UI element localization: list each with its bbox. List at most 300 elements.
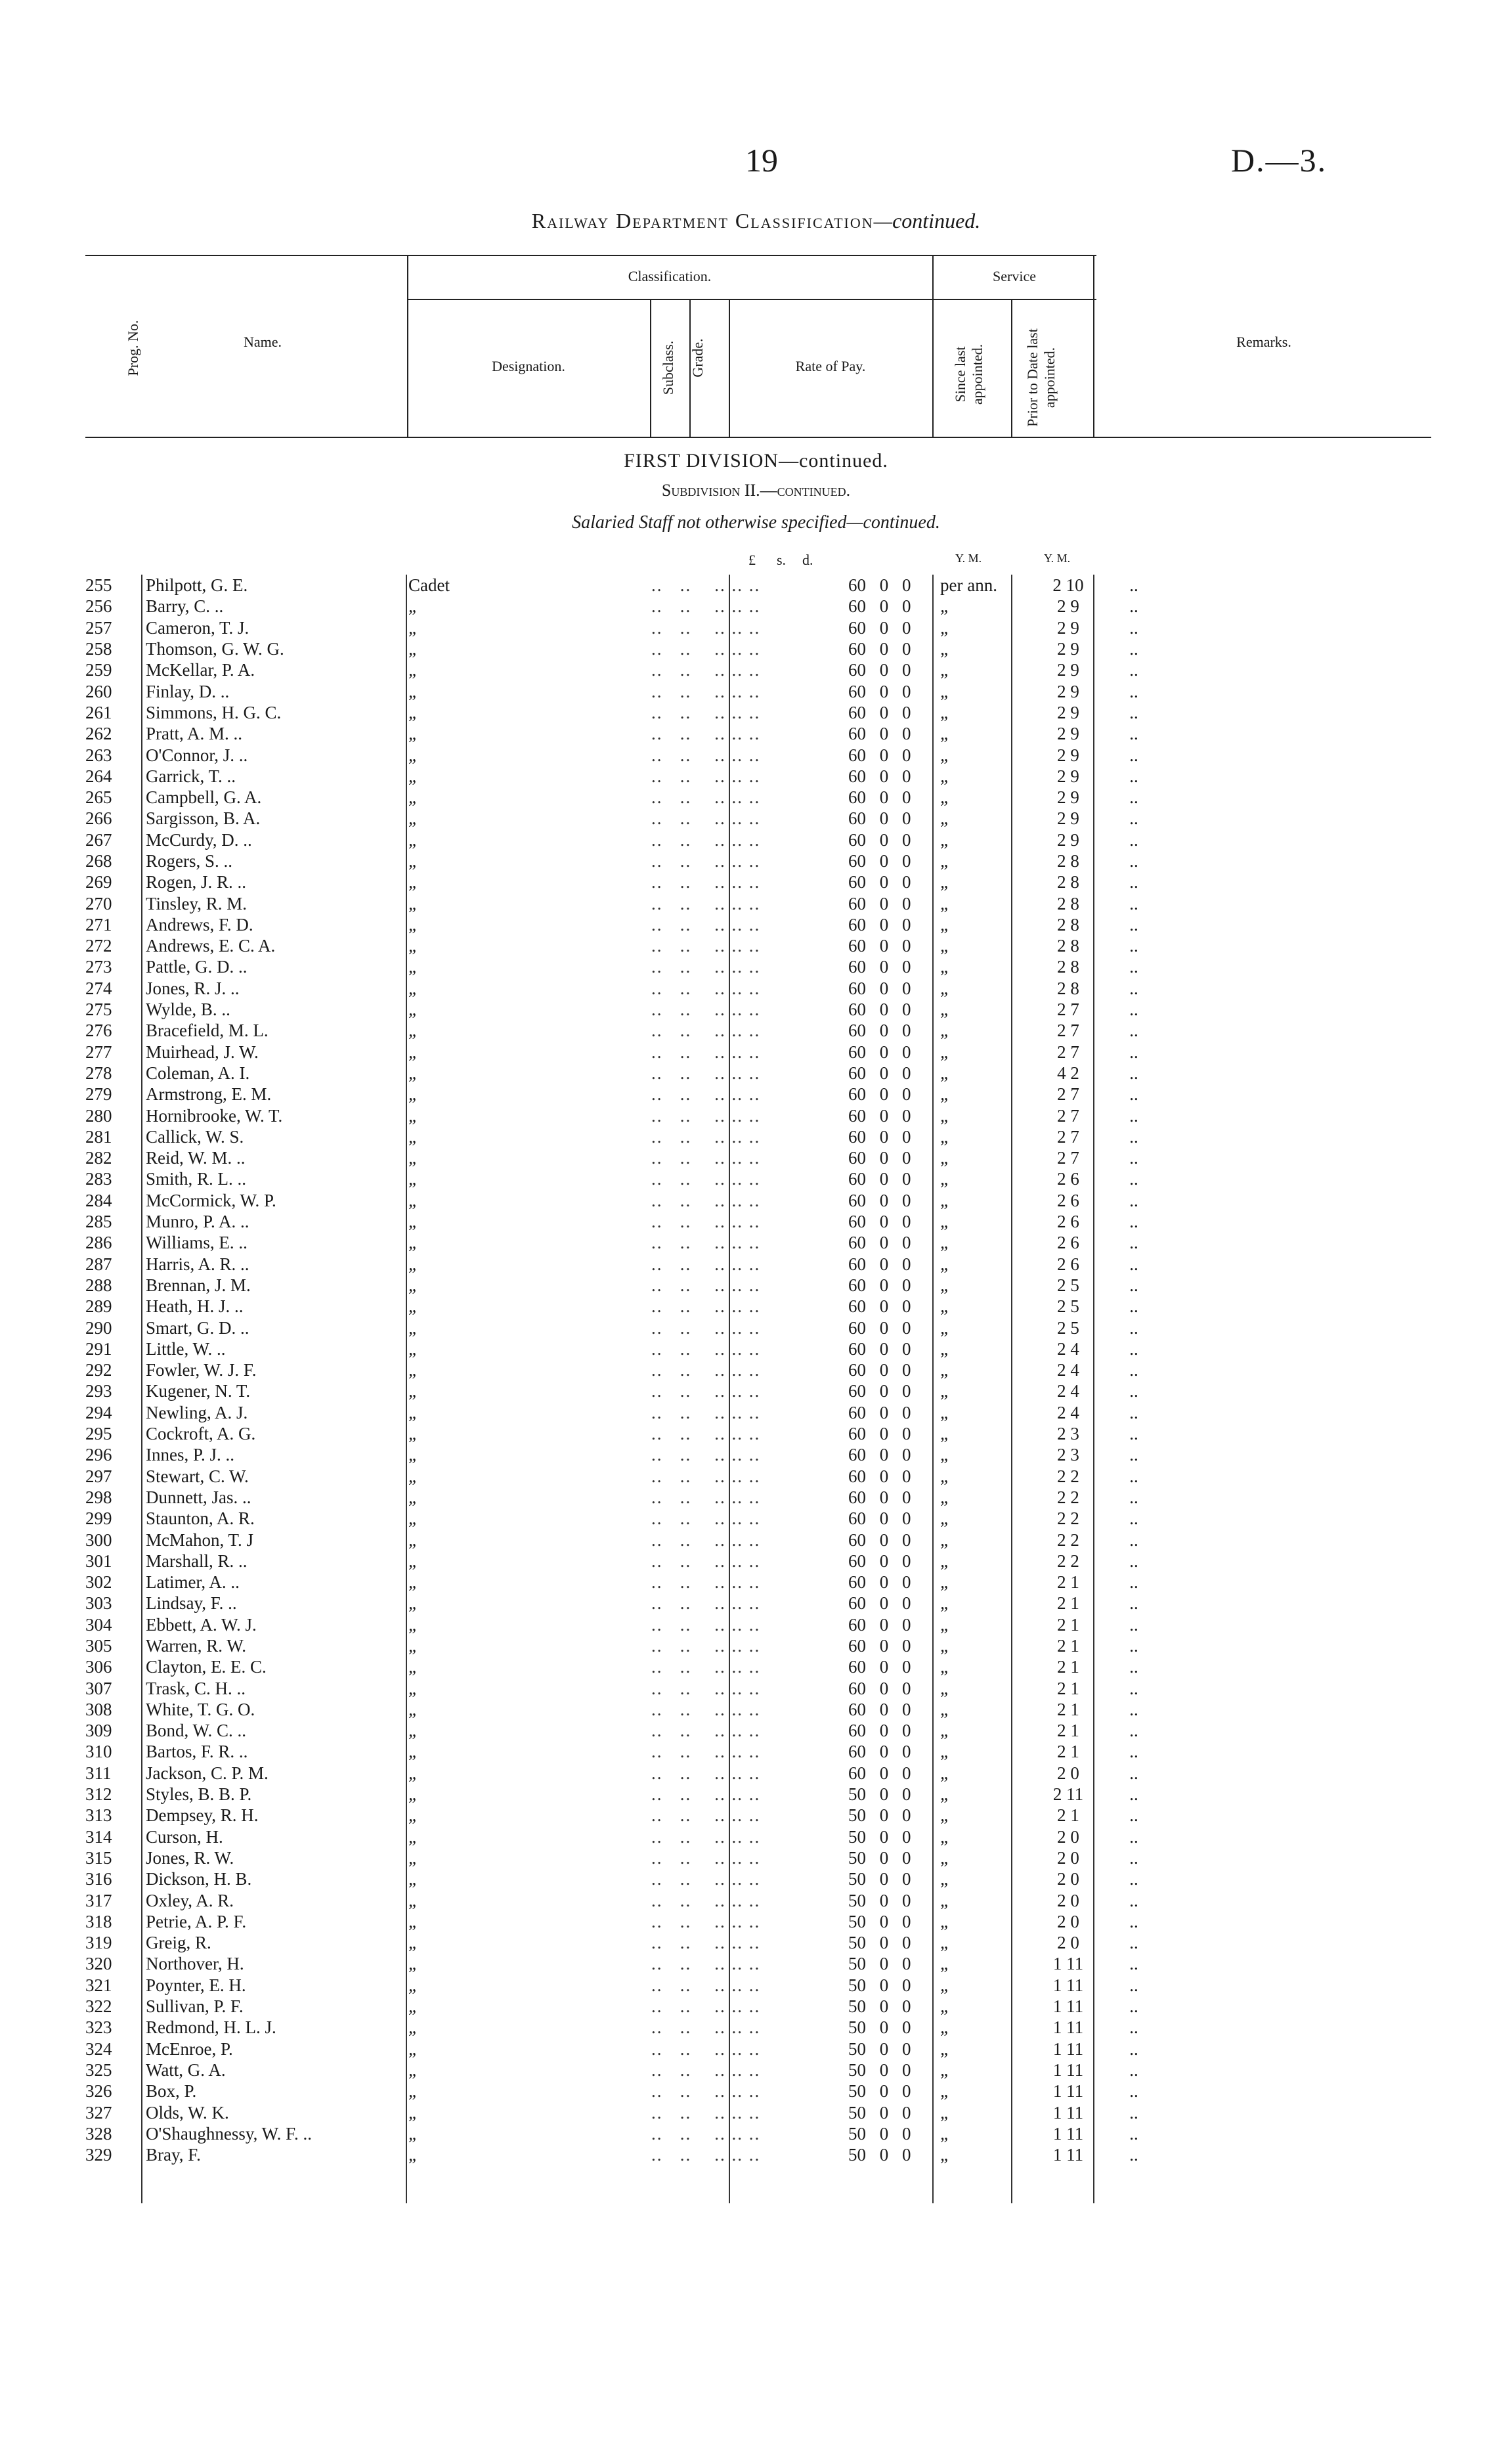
table-row — [85, 1889, 1160, 1910]
pay-amount: 60 0 0 — [848, 978, 911, 998]
pay-amount: 60 0 0 — [848, 1233, 911, 1253]
staff-name: Clayton, E. E. C. — [146, 1657, 267, 1677]
designation: „ — [408, 1317, 419, 1338]
rate-of-pay — [848, 702, 1029, 723]
prog-number: 266 — [85, 808, 112, 829]
staff-name: Campbell, G. A. — [146, 787, 262, 808]
staff-name: Bartos, F. R. .. — [146, 1742, 248, 1762]
prior-to-date: .. — [1129, 1742, 1138, 1762]
prior-to-date: .. — [1129, 872, 1138, 892]
since-last-appointed: 2 1 — [1057, 1805, 1079, 1826]
rate-of-pay — [848, 1720, 1029, 1741]
pay-amount: 60 0 0 — [848, 1190, 911, 1210]
page-number: 19 — [745, 142, 778, 179]
table-row — [85, 2102, 1160, 2123]
prog-number: 305 — [85, 1635, 112, 1656]
since-last-appointed: 2 2 — [1057, 1530, 1079, 1550]
prog-number: 288 — [85, 1275, 112, 1295]
prior-to-date: .. — [1129, 1338, 1138, 1359]
prior-to-date: .. — [1129, 1317, 1138, 1338]
prior-to-date: .. — [1129, 1805, 1138, 1826]
table-row — [85, 1084, 1160, 1105]
prog-number: 283 — [85, 1169, 112, 1189]
prior-to-date: .. — [1129, 1657, 1138, 1677]
col-prior-to-date: Prior to Date last appointed. — [1024, 328, 1058, 427]
prior-to-date: .. — [1129, 1360, 1138, 1380]
rate-of-pay — [848, 1423, 1029, 1444]
prog-number: 326 — [85, 2081, 112, 2102]
pay-dots: .. .. .. .. .. — [651, 872, 761, 892]
pay-dots: .. .. .. .. .. — [651, 1530, 761, 1550]
rate-of-pay — [848, 2017, 1029, 2038]
prior-to-date: .. — [1129, 1911, 1138, 1931]
prior-to-date: .. — [1129, 1572, 1138, 1593]
prog-number: 275 — [85, 1000, 112, 1020]
since-last-appointed: 2 9 — [1057, 808, 1079, 829]
unit-years-months-prior: Y. M. — [1044, 552, 1071, 565]
pay-amount: 50 0 0 — [848, 1954, 911, 1974]
table-row — [85, 1593, 1160, 1614]
pay-amount: 60 0 0 — [848, 1530, 911, 1550]
table-row — [85, 1190, 1160, 1211]
pay-amount: 60 0 0 — [848, 936, 911, 956]
prior-to-date: .. — [1129, 1933, 1138, 1953]
pay-dots: .. .. .. .. .. — [651, 829, 761, 850]
pay-dots: .. .. .. .. .. — [651, 808, 761, 829]
staff-name: Petrie, A. P. F. — [146, 1911, 247, 1931]
pay-amount: 60 0 0 — [848, 1487, 911, 1507]
pay-dots: .. .. .. .. .. — [651, 1508, 761, 1529]
table-row — [85, 1911, 1160, 1932]
pay-amount: 60 0 0 — [848, 1614, 911, 1635]
pay-unit: „ — [940, 1212, 951, 1232]
pay-amount: 60 0 0 — [848, 596, 911, 617]
col-subclass: Subclass. — [660, 340, 676, 395]
prog-number: 265 — [85, 787, 112, 808]
staff-table-body — [85, 575, 1160, 2165]
staff-name: Marshall, R. .. — [146, 1551, 248, 1571]
pay-dots: .. .. .. .. .. — [651, 1572, 761, 1593]
prog-number: 320 — [85, 1954, 112, 1974]
designation: „ — [408, 1551, 419, 1571]
rate-of-pay — [848, 1656, 1029, 1677]
pay-amount: 50 0 0 — [848, 2145, 911, 2165]
prior-to-date: .. — [1129, 1869, 1138, 1889]
staff-name: Styles, B. B. P. — [146, 1784, 252, 1805]
table-row — [85, 1847, 1160, 1868]
since-last-appointed: 2 2 — [1057, 1466, 1079, 1486]
rate-of-pay — [848, 850, 1029, 871]
pay-dots: .. .. .. .. .. — [651, 1551, 761, 1571]
pay-dots: .. .. .. .. .. — [651, 2123, 761, 2144]
pay-dots: .. .. .. .. .. — [651, 978, 761, 998]
since-last-appointed: 4 2 — [1057, 1063, 1079, 1083]
pay-amount: 60 0 0 — [848, 1721, 911, 1741]
prog-number: 261 — [85, 702, 112, 722]
table-row — [85, 1444, 1160, 1465]
since-last-appointed: 2 9 — [1057, 724, 1079, 744]
staff-name: Trask, C. H. .. — [146, 1678, 246, 1698]
pay-unit: „ — [940, 724, 951, 744]
since-last-appointed: 1 11 — [1052, 1975, 1084, 1995]
rate-of-pay — [848, 1084, 1029, 1105]
prog-number: 309 — [85, 1721, 112, 1741]
pay-amount: 50 0 0 — [848, 1805, 911, 1826]
rate-of-pay — [848, 575, 1029, 596]
pay-unit: „ — [940, 893, 951, 913]
pay-dots: .. .. .. .. .. — [651, 2145, 761, 2165]
staff-name: Muirhead, J. W. — [146, 1042, 259, 1062]
table-row — [85, 1232, 1160, 1253]
pay-amount: 50 0 0 — [848, 2059, 911, 2080]
pay-dots: .. .. .. .. .. — [651, 914, 761, 935]
pay-unit: „ — [940, 957, 951, 977]
designation: „ — [408, 639, 419, 659]
prior-to-date: .. — [1129, 1105, 1138, 1126]
since-last-appointed: 2 6 — [1057, 1254, 1079, 1274]
pay-amount: 60 0 0 — [848, 1105, 911, 1126]
pay-unit: „ — [940, 1847, 951, 1868]
rate-of-pay — [848, 617, 1029, 638]
since-last-appointed: 2 3 — [1057, 1445, 1079, 1465]
unit-pounds: £ — [748, 552, 756, 568]
pay-dots: .. .. .. .. .. — [651, 1105, 761, 1126]
table-row — [85, 2080, 1160, 2102]
pay-dots: .. .. .. .. .. — [651, 660, 761, 680]
rate-of-pay — [848, 1296, 1029, 1317]
pay-unit: „ — [940, 1424, 951, 1444]
rate-of-pay — [848, 1487, 1029, 1508]
pay-unit: „ — [940, 1190, 951, 1210]
pay-unit: „ — [940, 1148, 951, 1168]
prior-to-date: .. — [1129, 1784, 1138, 1805]
since-last-appointed: 1 11 — [1052, 2017, 1084, 2038]
rate-of-pay — [848, 1551, 1029, 1572]
table-row — [85, 766, 1160, 787]
rate-of-pay — [848, 744, 1029, 765]
pay-unit: „ — [940, 914, 951, 935]
staff-name: O'Shaughnessy, W. F. .. — [146, 2123, 312, 2144]
rate-of-pay — [848, 1147, 1029, 1168]
since-last-appointed: 2 11 — [1052, 1784, 1084, 1805]
since-last-appointed: 1 11 — [1052, 2123, 1084, 2144]
since-last-appointed: 2 0 — [1057, 1933, 1079, 1953]
rate-of-pay — [848, 1889, 1029, 1910]
pay-unit: per ann. — [940, 575, 997, 596]
table-row — [85, 1168, 1160, 1189]
table-row — [85, 575, 1160, 596]
staff-name: Kugener, N. T. — [146, 1381, 251, 1401]
pay-unit: „ — [940, 2038, 951, 2059]
rate-of-pay — [848, 596, 1029, 617]
pay-dots: .. .. .. .. .. — [651, 1063, 761, 1083]
table-row — [85, 1741, 1160, 1762]
table-row — [85, 1699, 1160, 1720]
pay-unit: „ — [940, 1445, 951, 1465]
designation: „ — [408, 936, 419, 956]
staff-name: Box, P. — [146, 2081, 197, 2102]
staff-name: Brennan, J. M. — [146, 1275, 251, 1295]
table-row — [85, 1975, 1160, 1996]
pay-unit: „ — [940, 1530, 951, 1550]
rate-of-pay — [848, 1168, 1029, 1189]
prog-number: 287 — [85, 1254, 112, 1274]
designation: „ — [408, 957, 419, 977]
rate-of-pay — [848, 1105, 1029, 1126]
pay-dots: .. .. .. .. .. — [651, 1890, 761, 1910]
prog-number: 314 — [85, 1826, 112, 1847]
since-last-appointed: 2 1 — [1057, 1614, 1079, 1635]
staff-name: Reid, W. M. .. — [146, 1148, 246, 1168]
pay-dots: .. .. .. .. .. — [651, 1317, 761, 1338]
pay-amount: 60 0 0 — [848, 1021, 911, 1041]
staff-name: Greig, R. — [146, 1933, 211, 1953]
col-since-last: Since last appointed. — [952, 343, 985, 405]
pay-amount: 60 0 0 — [848, 829, 911, 850]
prior-to-date: .. — [1129, 1614, 1138, 1635]
designation: „ — [408, 1233, 419, 1253]
pay-dots: .. .. .. .. .. — [651, 2038, 761, 2059]
designation: „ — [408, 1445, 419, 1465]
staff-name: Simmons, H. G. C. — [146, 702, 282, 722]
prog-number: 307 — [85, 1678, 112, 1698]
prior-to-date: .. — [1129, 1551, 1138, 1571]
staff-name: McCormick, W. P. — [146, 1190, 276, 1210]
pay-unit: „ — [940, 1911, 951, 1931]
designation: „ — [408, 2059, 419, 2080]
pay-amount: 60 0 0 — [848, 1635, 911, 1656]
pay-dots: .. .. .. .. .. — [651, 1381, 761, 1401]
prior-to-date: .. — [1129, 2017, 1138, 2038]
pay-dots: .. .. .. .. .. — [651, 1402, 761, 1422]
rate-of-pay — [848, 1190, 1029, 1211]
rate-of-pay — [848, 1572, 1029, 1593]
since-last-appointed: 1 11 — [1052, 2145, 1084, 2165]
designation: „ — [408, 1021, 419, 1041]
since-last-appointed: 2 8 — [1057, 978, 1079, 998]
pay-amount: 60 0 0 — [848, 660, 911, 680]
prog-number: 312 — [85, 1784, 112, 1805]
prior-to-date: .. — [1129, 978, 1138, 998]
rate-of-pay — [848, 978, 1029, 999]
pay-dots: .. .. .. .. .. — [651, 1742, 761, 1762]
prior-to-date: .. — [1129, 1699, 1138, 1719]
since-last-appointed: 2 6 — [1057, 1233, 1079, 1253]
designation: „ — [408, 872, 419, 892]
since-last-appointed: 2 4 — [1057, 1360, 1079, 1380]
staff-name: Little, W. .. — [146, 1338, 226, 1359]
prior-to-date: .. — [1129, 1593, 1138, 1614]
table-row — [85, 871, 1160, 892]
prog-number: 304 — [85, 1614, 112, 1635]
prior-to-date: .. — [1129, 1466, 1138, 1486]
pay-unit: „ — [940, 1487, 951, 1507]
prog-number: 278 — [85, 1063, 112, 1083]
designation: „ — [408, 766, 419, 786]
prog-number: 322 — [85, 1996, 112, 2017]
pay-unit: „ — [940, 1508, 951, 1529]
table-row — [85, 829, 1160, 850]
col-designation: Designation. — [492, 358, 565, 374]
pay-dots: .. .. .. .. .. — [651, 617, 761, 638]
designation: „ — [408, 1678, 419, 1698]
rate-of-pay — [848, 1402, 1029, 1423]
since-last-appointed: 2 1 — [1057, 1699, 1079, 1719]
table-row — [85, 1423, 1160, 1444]
since-last-appointed: 2 9 — [1057, 660, 1079, 680]
pay-unit: „ — [940, 1784, 951, 1805]
staff-name: Barry, C. .. — [146, 596, 224, 617]
prior-to-date: .. — [1129, 1042, 1138, 1062]
pay-dots: .. .. .. .. .. — [651, 893, 761, 913]
prior-to-date: .. — [1129, 1763, 1138, 1783]
since-last-appointed: 2 7 — [1057, 1000, 1079, 1020]
rate-of-pay — [848, 1020, 1029, 1041]
prior-to-date: .. — [1129, 1975, 1138, 1995]
pay-unit: „ — [940, 681, 951, 701]
pay-unit: „ — [940, 1360, 951, 1380]
prog-number: 255 — [85, 575, 112, 596]
designation: „ — [408, 1338, 419, 1359]
pay-amount: 60 0 0 — [848, 1126, 911, 1147]
rate-of-pay — [848, 1784, 1029, 1805]
table-row — [85, 956, 1160, 977]
pay-dots: .. .. .. .. .. — [651, 2017, 761, 2038]
prior-to-date: .. — [1129, 1000, 1138, 1020]
prior-to-date: .. — [1129, 1826, 1138, 1847]
table-row — [85, 1402, 1160, 1423]
prog-number: 293 — [85, 1381, 112, 1401]
since-last-appointed: 2 4 — [1057, 1338, 1079, 1359]
rate-of-pay — [848, 1635, 1029, 1656]
prog-number: 308 — [85, 1699, 112, 1719]
rate-of-pay — [848, 766, 1029, 787]
prior-to-date: .. — [1129, 596, 1138, 617]
pay-dots: .. .. .. .. .. — [651, 1466, 761, 1486]
prog-number: 282 — [85, 1148, 112, 1168]
pay-unit: „ — [940, 1699, 951, 1719]
staff-name: Sullivan, P. F. — [146, 1996, 244, 2017]
table-row — [85, 1380, 1160, 1401]
staff-name: Jones, R. W. — [146, 1847, 234, 1868]
since-last-appointed: 2 8 — [1057, 893, 1079, 913]
prog-number: 276 — [85, 1021, 112, 1041]
prior-to-date: .. — [1129, 957, 1138, 977]
rate-of-pay — [848, 829, 1029, 850]
prog-number: 270 — [85, 893, 112, 913]
staff-name: McCurdy, D. .. — [146, 829, 252, 850]
table-row — [85, 1020, 1160, 1041]
pay-dots: .. .. .. .. .. — [651, 1338, 761, 1359]
staff-name: Poynter, E. H. — [146, 1975, 246, 1995]
designation: „ — [408, 1148, 419, 1168]
since-last-appointed: 2 1 — [1057, 1742, 1079, 1762]
prior-to-date: .. — [1129, 893, 1138, 913]
rate-of-pay — [848, 2102, 1029, 2123]
rate-of-pay — [848, 1996, 1029, 2017]
rate-of-pay — [848, 1741, 1029, 1762]
pay-unit: „ — [940, 1657, 951, 1677]
pay-unit: „ — [940, 1742, 951, 1762]
since-last-appointed: 2 9 — [1057, 617, 1079, 638]
staff-name: Rogen, J. R. .. — [146, 872, 247, 892]
pay-amount: 60 0 0 — [848, 1212, 911, 1232]
prior-to-date: .. — [1129, 1381, 1138, 1401]
pay-dots: .. .. .. .. .. — [651, 1763, 761, 1783]
pay-dots: .. .. .. .. .. — [651, 1296, 761, 1317]
prog-number: 315 — [85, 1847, 112, 1868]
since-last-appointed: 2 6 — [1057, 1212, 1079, 1232]
prog-number: 328 — [85, 2123, 112, 2144]
prog-number: 269 — [85, 872, 112, 892]
pay-dots: .. .. .. .. .. — [651, 1721, 761, 1741]
designation: „ — [408, 1105, 419, 1126]
staff-name: Smart, G. D. .. — [146, 1317, 249, 1338]
staff-name: Curson, H. — [146, 1826, 223, 1847]
col-prog-no: Prog. No. — [125, 320, 141, 376]
pay-dots: .. .. .. .. .. — [651, 1635, 761, 1656]
table-row — [85, 1784, 1160, 1805]
table-row — [85, 808, 1160, 829]
since-last-appointed: 2 8 — [1057, 957, 1079, 977]
staff-name: Olds, W. K. — [146, 2102, 229, 2123]
pay-unit: „ — [940, 1996, 951, 2017]
since-last-appointed: 2 9 — [1057, 596, 1079, 617]
prior-to-date: .. — [1129, 1635, 1138, 1656]
since-last-appointed: 2 0 — [1057, 1826, 1079, 1847]
pay-dots: .. .. .. .. .. — [651, 745, 761, 765]
pay-unit: „ — [940, 702, 951, 722]
table-row — [85, 1805, 1160, 1826]
pay-unit: „ — [940, 1890, 951, 1910]
since-last-appointed: 2 1 — [1057, 1721, 1079, 1741]
prog-number: 318 — [85, 1911, 112, 1931]
pay-unit: „ — [940, 1275, 951, 1295]
pay-amount: 60 0 0 — [848, 639, 911, 659]
since-last-appointed: 2 5 — [1057, 1275, 1079, 1295]
table-row — [85, 850, 1160, 871]
pay-dots: .. .. .. .. .. — [651, 1996, 761, 2017]
prior-to-date: .. — [1129, 1063, 1138, 1083]
pay-unit: „ — [940, 2123, 951, 2144]
pay-unit: „ — [940, 1381, 951, 1401]
staff-name: Lindsay, F. .. — [146, 1593, 237, 1614]
pay-amount: 60 0 0 — [848, 914, 911, 935]
pay-dots: .. .. .. .. .. — [651, 1254, 761, 1274]
pay-amount: 50 0 0 — [848, 1996, 911, 2017]
rate-of-pay — [848, 1975, 1029, 1996]
staff-name: Redmond, H. L. J. — [146, 2017, 276, 2038]
pay-amount: 50 0 0 — [848, 2081, 911, 2102]
prog-number: 323 — [85, 2017, 112, 2038]
pay-dots: .. .. .. .. .. — [651, 702, 761, 722]
designation: „ — [408, 1975, 419, 1995]
designation: „ — [408, 1530, 419, 1550]
pay-unit: „ — [940, 2081, 951, 2102]
table-row — [85, 659, 1160, 680]
rate-of-pay — [848, 2080, 1029, 2102]
prior-to-date: .. — [1129, 1212, 1138, 1232]
staff-name: Newling, A. J. — [146, 1402, 248, 1422]
prog-number: 271 — [85, 914, 112, 935]
pay-dots: .. .. .. .. .. — [651, 681, 761, 701]
prog-number: 310 — [85, 1742, 112, 1762]
staff-name: Staunton, A. R. — [146, 1508, 255, 1529]
prog-number: 272 — [85, 936, 112, 956]
prior-to-date: .. — [1129, 745, 1138, 765]
pay-unit: „ — [940, 787, 951, 808]
prog-number: 281 — [85, 1126, 112, 1147]
